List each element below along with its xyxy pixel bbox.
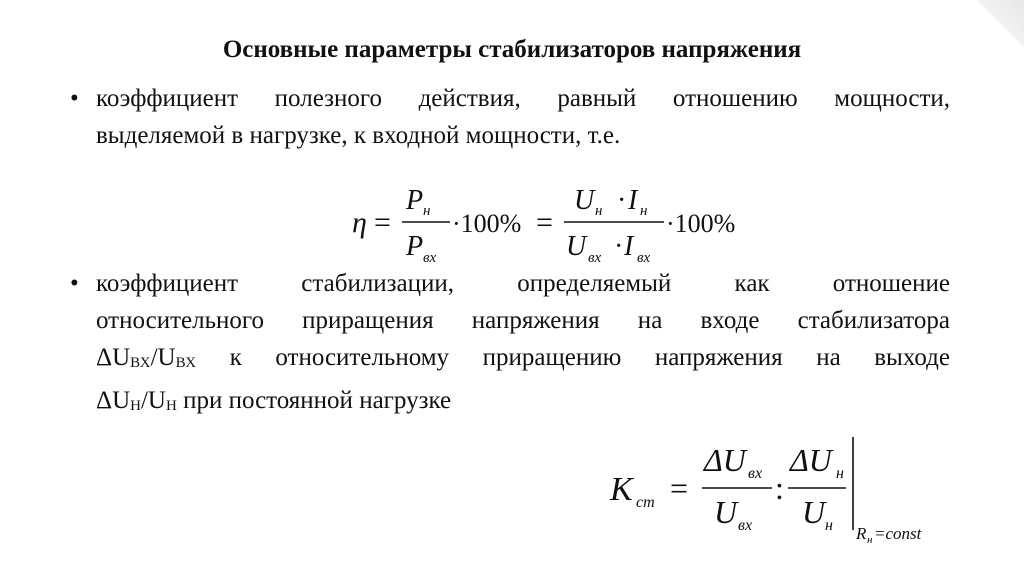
voltage-input: U xyxy=(566,231,587,262)
u-input: U xyxy=(714,494,738,530)
subscript-n: Н xyxy=(130,398,141,414)
bullet-line: коэффициент стабилизации, определяемый как отношение xyxy=(96,270,950,297)
current-load: I xyxy=(628,185,638,216)
line-text: при постоянной нагрузке xyxy=(176,387,452,414)
delta-u-input: ΔU xyxy=(704,442,746,478)
efficiency-formula xyxy=(352,180,772,270)
subscript-vx: вх xyxy=(748,465,763,482)
bullet-line: выделяемой в нагрузке, к входной мощности, т.е. xyxy=(96,122,621,149)
subscript-vx: вх xyxy=(637,250,651,266)
subscript-vx: вх xyxy=(738,517,753,534)
delta-u: ΔU xyxy=(96,387,131,414)
bullet-line: относительного приращения напряжения на входе стабилизатора xyxy=(96,307,950,334)
power-load: P xyxy=(406,185,424,216)
voltage-load: U xyxy=(574,185,595,216)
bullet-efficiency xyxy=(70,80,950,154)
bullet-line: коэффициент полезного действия, равный отношению мощности, xyxy=(96,85,950,112)
subscript-n: Н xyxy=(165,398,177,414)
bullet-text xyxy=(96,80,950,154)
stabilization-formula xyxy=(610,435,950,560)
bullet-stabilization xyxy=(70,265,950,425)
k-symbol: K xyxy=(610,471,633,508)
equals-sign: = xyxy=(536,206,553,239)
power-input: P xyxy=(406,231,424,262)
ratio-colon: : xyxy=(775,470,784,506)
eta-symbol: η xyxy=(352,206,367,239)
subscript-n: н xyxy=(595,203,603,219)
const-condition: =const xyxy=(874,524,922,543)
times-100-percent: ·100% xyxy=(452,209,522,238)
dot-operator: · xyxy=(617,185,627,216)
delta-u-output: ΔU xyxy=(790,442,832,478)
subscript-n: н xyxy=(423,203,431,219)
subscript-vx: ВХ xyxy=(130,355,151,371)
load-resistance: R xyxy=(856,524,867,543)
line-text: к относительному приращению напряжения на выходе xyxy=(196,344,950,371)
subscript-n: н xyxy=(836,465,844,482)
subscript-n: н xyxy=(640,203,648,219)
equals-sign: = xyxy=(670,470,689,506)
bullet-line xyxy=(96,339,950,382)
equals-sign: = xyxy=(374,206,391,239)
subscript-vx: вх xyxy=(588,250,602,266)
bullet-line xyxy=(96,382,950,425)
times-100-percent: ·100% xyxy=(666,209,736,238)
bullet-marker: • xyxy=(70,270,79,297)
slide-title: Основные параметры стабилизаторов напряжения xyxy=(222,36,802,63)
bullet-marker: • xyxy=(70,85,79,112)
current-input: I xyxy=(624,231,634,262)
subscript-st: ст xyxy=(636,494,655,511)
dot-operator: · xyxy=(614,231,624,262)
subscript-vx: вх xyxy=(423,250,437,266)
subscript-n: н xyxy=(825,517,833,534)
subscript-vx: ВХ xyxy=(175,355,197,371)
bullet-text xyxy=(96,265,950,425)
delta-u: ΔU xyxy=(96,344,131,371)
subscript-n: н xyxy=(867,534,873,546)
u-output: U xyxy=(802,494,826,530)
u-symbol: /U xyxy=(140,387,166,414)
u-symbol: /U xyxy=(150,344,176,371)
